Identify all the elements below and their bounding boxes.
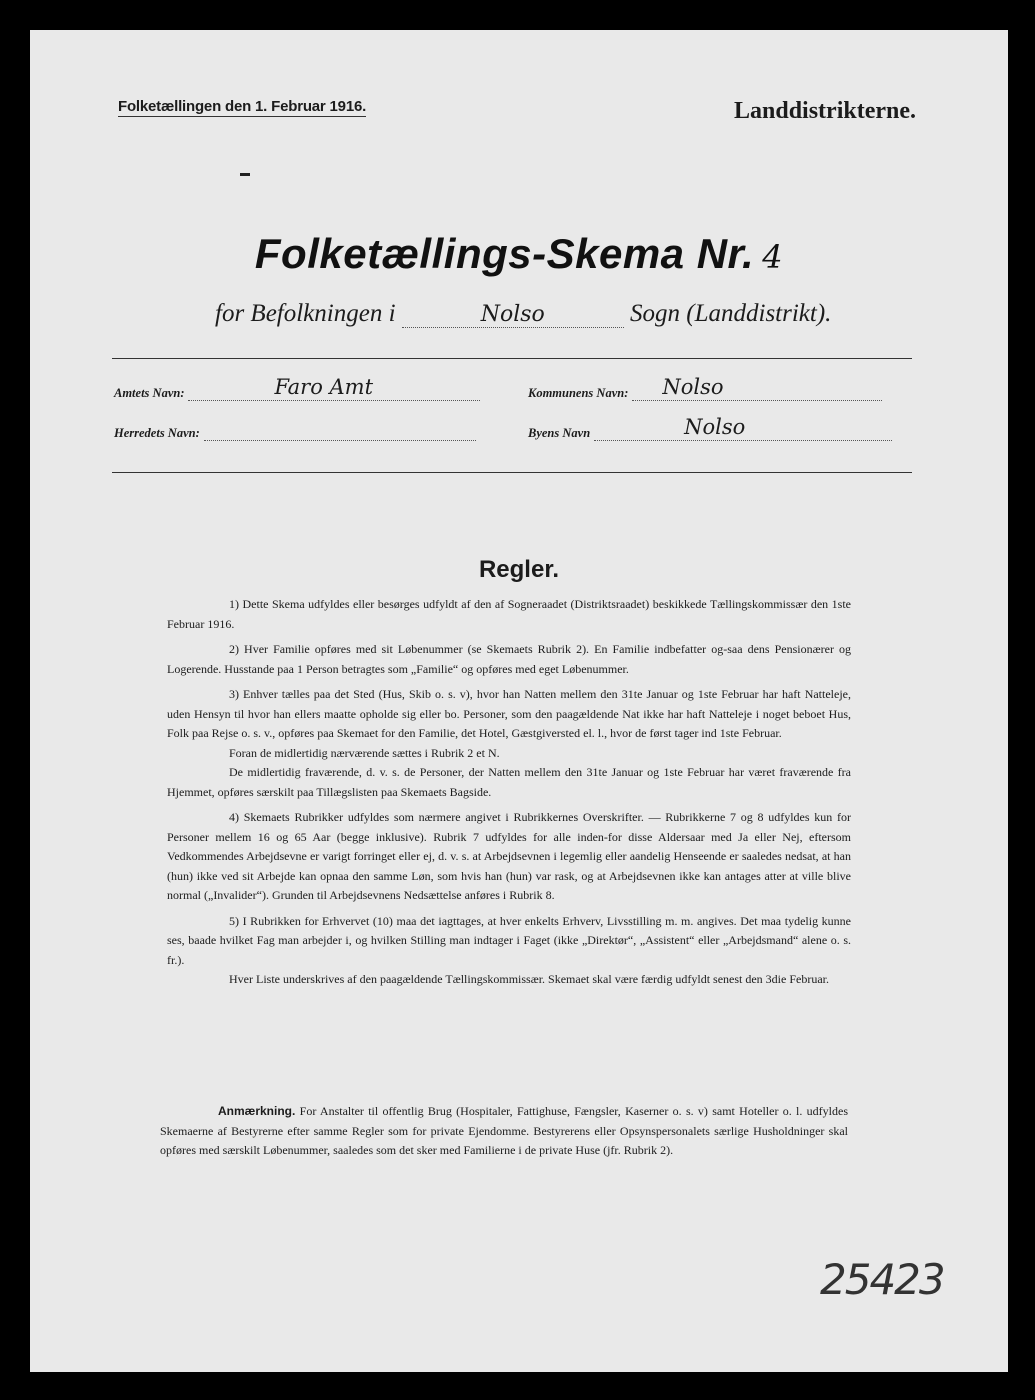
printed-mark (240, 173, 250, 176)
form-number: 4 (762, 238, 784, 276)
kommune-label: Kommunens Navn: (528, 386, 629, 400)
by-field (528, 415, 892, 441)
subtitle-suffix: Sogn (Landdistrikt). (630, 300, 832, 327)
amt-field (114, 375, 480, 401)
form-title (30, 230, 1008, 278)
amt-label: Amtets Navn: (114, 386, 185, 400)
district-type-header: Landdistrikterne. (733, 98, 916, 124)
subtitle-prefix: for Befolkningen i (215, 300, 396, 327)
census-date-header: Folketællingen den 1. Februar 1916. (118, 98, 367, 115)
amt-value: Faro Amt (274, 375, 374, 399)
remark-label: Anmærkning. (218, 1104, 296, 1118)
archive-number: 25423 (820, 1255, 944, 1304)
rule-5-signature: Hver Liste underskrives af den paagældende Tællingskommissær. Skemaet skal være færdig udfyldt senest den 3die Februar. (229, 972, 829, 986)
form-title-text: Folketællings-Skema Nr. (254, 230, 755, 277)
rule-3-temporary-present: Foran de midlertidig nærværende sættes i Rubrik 2 et N. (229, 745, 500, 760)
remark-section (160, 1102, 848, 1161)
by-label: Byens Navn (528, 426, 591, 440)
by-value: Nolso (684, 415, 746, 439)
rule-3-temporary-absent: De midlertidig fraværende, d. v. s. de Personer, der Natten mellem den 31te Januar og 1ste Februar har været fraværende fra Hjemmet, opføres særskilt paa Tillægslisten paa Skemaets Bagside. (167, 765, 851, 799)
herred-field (114, 422, 476, 441)
form-subtitle (215, 300, 935, 328)
rules-heading: Regler. (478, 556, 560, 583)
divider-bottom (112, 472, 912, 473)
rule-4: 4) Skemaets Rubrikker udfyldes som nærmere angivet i Rubrikkernes Overskrifter. — Rubrikkerne 7 og 8 udfyldes kun for Personer mellem 16 og 65 Aar (begge inklusive). Rubrik 7 udfyldes for alle inden-for disse Aldersaar med Ja eller Nej, eftersom Vedkommendes Arbejdsevne er varigt forringet eller ej, d. v. s. at Arbejdsevnen i legemlig eller aandelig Henseende er saaledes nedsat, at han (hun) ikke ved sit Arbejde kan opnaa den samme Løn, som hvis han (hun) var rask, og at Arbejdsevnen ikke kan antages atter at ville blive normal („Invalider“). Grunden til Arbejdsevnens Nedsættelse anføres i Rubrik 8. (167, 810, 851, 902)
remark-text: For Anstalter til offentlig Brug (Hospitaler, Fattighuse, Fængsler, Kaserner o. s. v) samt Hoteller o. l. udfyldes Skemaerne af Bestyrerne efter samme Regler som for private Ejendomme. Bestyrerens eller Opsynspersonalets særlige Husholdninger skal opføres med særskilt Løbenummer, saaledes som det sker med Familierne i de private Huse (jfr. Rubrik 2). (160, 1104, 848, 1157)
rule-1: 1) Dette Skema udfyldes eller besørges udfyldt af den af Sogneraadet (Distriktsraadet) beskikkede Tællingskommissær den 1ste Februar 1916. (167, 597, 851, 631)
herred-label: Herredets Navn: (114, 426, 200, 440)
census-form-page (30, 30, 1008, 1372)
kommune-field (528, 375, 882, 401)
kommune-value: Nolso (662, 375, 724, 399)
divider-top (112, 358, 912, 359)
rule-3: 3) Enhver tælles paa det Sted (Hus, Skib o. s. v), hvor han Natten mellem den 31te Januar og 1ste Februar har haft Natteleje, uden Hensyn til hvor han ellers maatte opholde sig eller bo. Personer, som den paagældende Nat ikke har haft Natteleje i noget beboet Hus, Folk paa Rejse o. s. v., opføres paa Skemaet for den Familie, det Hotel, Gæstgiversted el. l., hvor de først tager ind 1ste Februar. (167, 687, 851, 740)
rule-2: 2) Hver Familie opføres med sit Løbenummer (se Skemaets Rubrik 2). En Familie indbefatter og-saa dens Pensionærer og Logerende. Husstande paa 1 Person betragtes som „Familie“ og opføres med eget Løbenummer. (167, 642, 851, 676)
rule-5: 5) I Rubrikken for Erhvervet (10) maa det iagttages, at hver enkelts Erhverv, Livsstilling m. m. angives. Det maa tydelig kunne ses, baade hvilket Fag man arbejder i, og hvilken Stilling man indtager i Faget (ikke „Direktør“, „Assistent“ eller „Arbejdsmand“ alene o. s. fr.). (167, 913, 851, 967)
parish-name: Nolso (402, 302, 624, 328)
rules-text (167, 595, 851, 996)
